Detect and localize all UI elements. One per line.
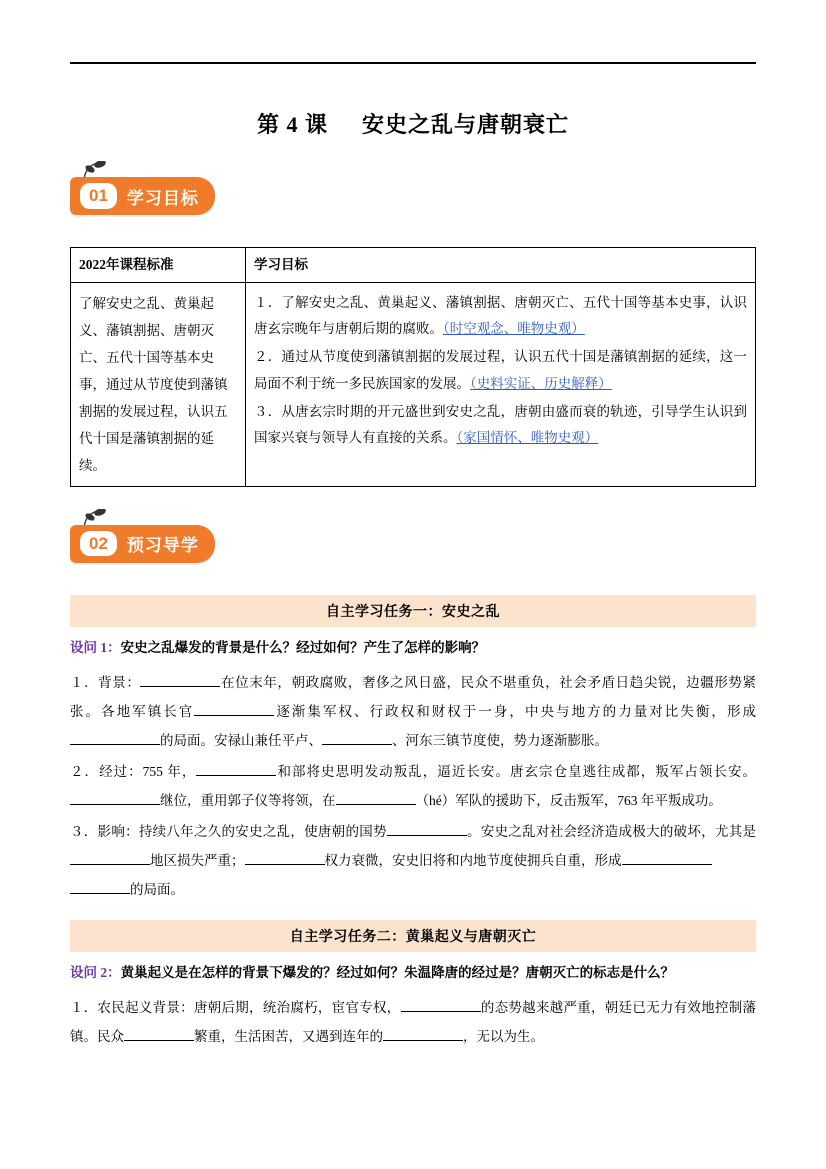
question-label: 设问 2： [70, 964, 121, 980]
fill-blank[interactable] [383, 1040, 463, 1041]
page-title-main: 安史之乱与唐朝衰亡 [362, 112, 570, 137]
text-fragment: 的态势越来越严重，朝廷已无力有效地控制藩镇。民众 [70, 999, 757, 1044]
objectives-cell [246, 282, 756, 486]
task-one-question [70, 637, 756, 660]
fill-blank[interactable] [70, 893, 130, 894]
objective-tag: （家国情怀、唯物史观） [456, 430, 599, 446]
text-fragment: １．背景： [70, 674, 141, 690]
objective-text: １．了解安史之乱、黄巢起义、藩镇割据、唐朝灭亡、五代十国等基本史事，认识唐玄宗晚年与唐朝后期的腐败。 [254, 294, 747, 336]
section-banner-pill-01 [70, 177, 215, 215]
section-number: 02 [80, 531, 117, 556]
page-title-prefix: 第 4 课 [256, 112, 328, 137]
text-fragment: 。安史之乱对社会经济造成极大的破坏，尤其是 [466, 823, 757, 839]
fill-blank[interactable] [322, 744, 392, 745]
objective-text: ２．通过从节度使到藩镇割据的发展过程，认识五代十国是藩镇割据的延续，这一局面不利于统一多民族国家的发展。 [254, 349, 747, 391]
objective-tag: （时空观念、唯物史观） [443, 320, 585, 336]
table-row [71, 248, 756, 283]
task-one-point-1 [70, 668, 756, 755]
section-label: 预习导学 [126, 536, 199, 556]
text-fragment: ，无以为生。 [463, 1028, 544, 1044]
objective-text: ３．从唐玄宗时期的开元盛世到安史之乱，唐朝由盛而衰的轨迹，引导学生认识到国家兴衰与领导人有直接的关系。 [254, 403, 747, 446]
text-fragment: 逐渐集军权、行政权和财权于一身，中央与地方的力量对比失衡，形成 [274, 703, 757, 719]
question-text: 安史之乱爆发的背景是什么？经过如何？产生了怎样的影响？ [120, 639, 486, 655]
objective-item [254, 290, 747, 343]
fill-blank[interactable] [70, 804, 160, 805]
fill-blank[interactable] [387, 835, 467, 836]
table-row [71, 282, 756, 486]
fill-blank[interactable] [196, 775, 276, 776]
objective-item [254, 344, 747, 397]
fill-blank[interactable] [245, 864, 325, 865]
text-fragment: 、河东三镇节度使，势力逐渐膨胀。 [392, 732, 608, 748]
question-text: 黄巢起义是在怎样的背景下爆发的？经过如何？朱温降唐的经过是？唐朝灭亡的标志是什么？ [120, 964, 675, 980]
fill-blank[interactable] [140, 686, 220, 687]
task-one-bar: 自主学习任务一：安史之乱 [70, 595, 756, 627]
section-number: 01 [80, 183, 117, 208]
text-fragment: 和部将史思明发动叛乱，逼近长安。唐玄宗仓皇逃往成都，叛军占领长安。 [276, 763, 757, 779]
table-header-standard: 2022年课程标准 [71, 248, 246, 283]
fill-blank[interactable] [124, 1040, 194, 1041]
fill-blank[interactable] [336, 804, 416, 805]
section-label: 学习目标 [126, 188, 199, 208]
text-fragment: ３．影响：持续八年之久的安史之乱，使唐朝的国势 [70, 823, 387, 839]
text-fragment: 权力衰微，安史旧将和内地节度使拥兵自重，形成 [324, 852, 622, 868]
objectives-table [70, 247, 756, 487]
task-one-point-3 [70, 817, 756, 904]
fill-blank[interactable] [70, 744, 160, 745]
text-fragment: 繁重，生活困苦，又遇到连年的 [194, 1028, 383, 1044]
text-fragment: ２．经过：755 年， [70, 763, 197, 779]
task-two-question [70, 962, 756, 985]
objective-tag: （史料实证、历史解释） [470, 375, 612, 391]
table-header-objectives: 学习目标 [246, 248, 756, 283]
fill-blank[interactable] [194, 715, 274, 716]
text-fragment: 在位末年，朝政腐败，奢侈之风日盛，民众不堪重负，社会矛盾日趋尖锐，边疆形势紧张。各地军镇长官 [70, 674, 757, 719]
text-fragment: １．农民起义背景：唐朝后期，统治腐朽，宦官专权， [70, 999, 401, 1015]
text-fragment: 的局面。安禄山兼任平卢、 [160, 732, 322, 748]
fill-blank[interactable] [622, 864, 712, 865]
page-title [70, 108, 756, 139]
fill-blank[interactable] [70, 864, 150, 865]
fill-blank[interactable] [401, 1011, 481, 1012]
question-label: 设问 1： [70, 639, 121, 655]
task-one-point-2 [70, 757, 756, 815]
section-banner-01 [70, 177, 756, 229]
text-fragment: （hé）军队的援助下，反击叛军，763 年平叛成功。 [415, 792, 722, 808]
text-fragment: 地区损失严重； [150, 852, 245, 868]
header-rule [70, 62, 756, 64]
task-two-bar: 自主学习任务二：黄巢起义与唐朝灭亡 [70, 920, 756, 952]
section-banner-02 [70, 525, 756, 577]
text-fragment: 继位，重用郭子仪等将领，在 [160, 792, 336, 808]
objective-item [254, 399, 747, 452]
task-two-point-1 [70, 993, 756, 1051]
text-fragment: 的局面。 [130, 881, 184, 897]
section-banner-pill-02 [70, 525, 215, 563]
standard-cell: 了解安史之乱、黄巢起义、藩镇割据、唐朝灭亡、五代十国等基本史事，通过从节度使到藩镇割据的发展过程，认识五代十国是藩镇割据的延续。 [71, 282, 246, 486]
